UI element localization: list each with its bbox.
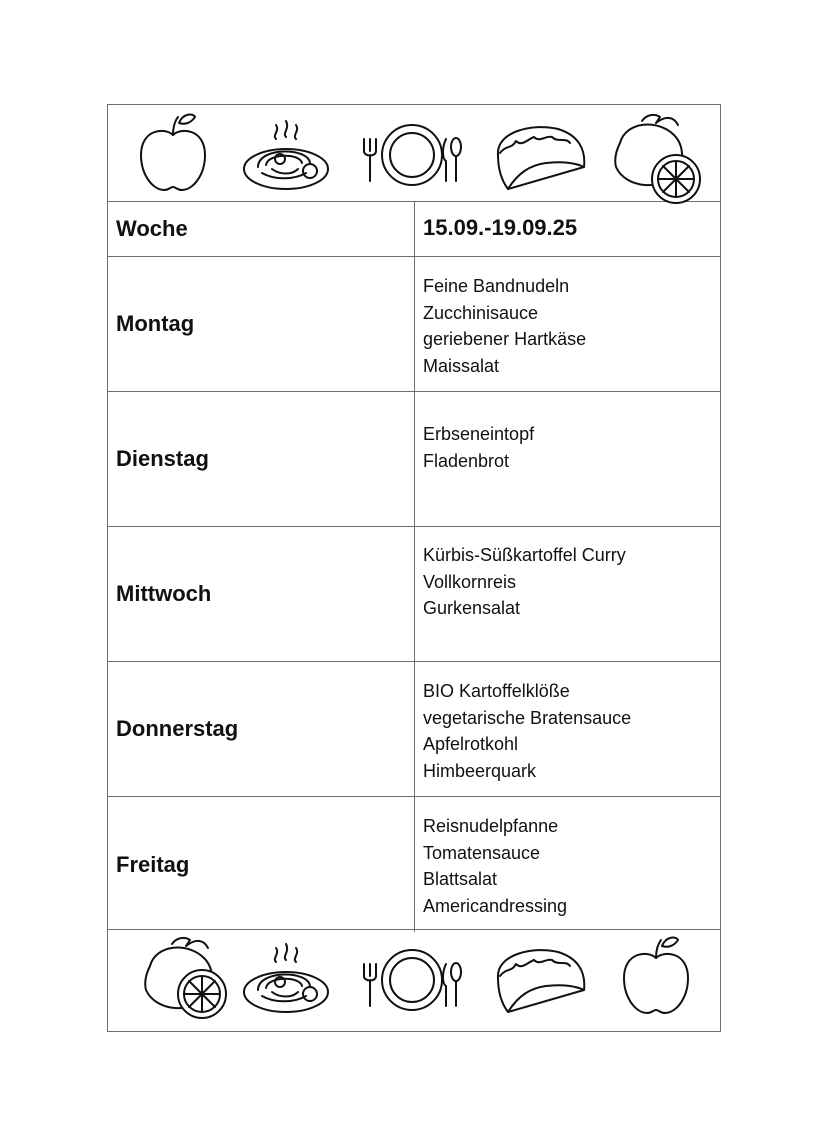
taco-icon bbox=[498, 950, 584, 1012]
lemon-icon bbox=[615, 115, 700, 203]
cutlery-plate-icon bbox=[364, 950, 461, 1010]
menu-item: Blattsalat bbox=[423, 869, 498, 889]
menu-item: Tomatensauce bbox=[423, 842, 541, 863]
day-menu bbox=[423, 527, 720, 661]
taco-icon bbox=[498, 127, 584, 189]
cutlery-plate-icon bbox=[364, 125, 461, 185]
day-row-mittwoch bbox=[108, 527, 720, 662]
day-row-freitag bbox=[108, 797, 720, 932]
day-menu bbox=[423, 662, 720, 796]
menu-item: Himbeerquark bbox=[423, 760, 537, 781]
bottom-icon-strip bbox=[108, 929, 720, 1031]
day-name: Donnerstag bbox=[108, 662, 415, 796]
day-row-montag bbox=[108, 257, 720, 392]
day-name: Freitag bbox=[108, 797, 415, 932]
menu-item: BIO Kartoffelklöße bbox=[423, 681, 570, 701]
menu-item: Maissalat bbox=[423, 355, 500, 376]
day-row-dienstag bbox=[108, 392, 720, 527]
pasta-plate-icon bbox=[244, 944, 328, 1012]
lemon-icon bbox=[145, 938, 226, 1018]
menu-item: geriebener Hartkäse bbox=[423, 329, 587, 349]
menu-item: Reisnudelpfanne bbox=[423, 816, 559, 836]
menu-item: Fladenbrot bbox=[423, 450, 510, 471]
week-row bbox=[108, 201, 720, 257]
apple-icon bbox=[141, 115, 205, 190]
menu-item: Gurkensalat bbox=[423, 598, 521, 618]
menu-item: vegetarische Bratensauce bbox=[423, 707, 632, 728]
pasta-plate-icon bbox=[244, 121, 328, 189]
menu-sheet bbox=[107, 104, 721, 1032]
menu-item: Vollkornreis bbox=[423, 571, 517, 592]
top-icon-strip bbox=[108, 105, 720, 202]
day-row-donnerstag bbox=[108, 662, 720, 797]
week-dates: 15.09.-19.09.25 bbox=[423, 215, 578, 241]
menu-item: Zucchinisauce bbox=[423, 302, 539, 323]
day-menu bbox=[423, 257, 720, 391]
apple-icon bbox=[624, 938, 688, 1013]
menu-item: Apfelrotkohl bbox=[423, 734, 519, 754]
day-name: Dienstag bbox=[108, 392, 415, 526]
menu-item: Americandressing bbox=[423, 895, 568, 916]
day-menu bbox=[423, 392, 720, 526]
menu-item: Kürbis-Süßkartoffel Curry bbox=[423, 545, 626, 565]
day-name: Montag bbox=[108, 257, 415, 391]
week-label: Woche bbox=[108, 201, 415, 256]
menu-item: Erbseneintopf bbox=[423, 424, 535, 444]
day-name: Mittwoch bbox=[108, 527, 415, 661]
day-menu bbox=[423, 797, 720, 932]
menu-item: Feine Bandnudeln bbox=[423, 276, 570, 296]
